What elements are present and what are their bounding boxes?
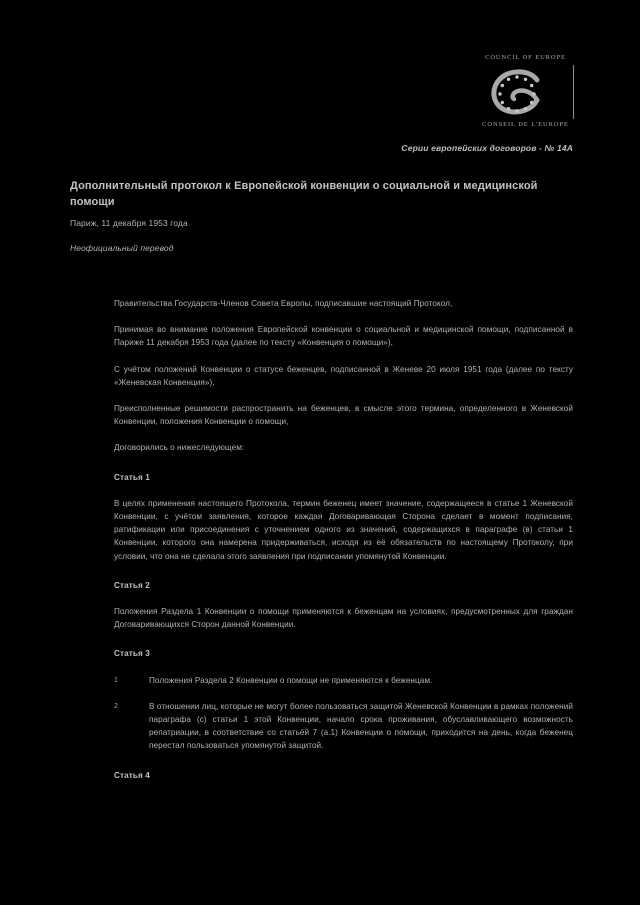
body-paragraph: Принимая во внимание положения Европейской конвенции о социальной и медицинской помощи, подписанной в Париже 11 декабря 1953 года (далее по тексту «Конвенция о помощи»),: [114, 325, 573, 348]
logo-top-label: COUNCIL OF EUROPE: [485, 54, 566, 61]
body-paragraph: Преисполненные решимости распространить на беженцев, в смысле этого термина, определенного в Женевской Конвенции, положения Конвенции о помощи,: [114, 404, 573, 427]
translation-note: Неофициальный перевод: [70, 243, 174, 253]
document-body: [114, 297, 573, 795]
article-heading: Статья 2: [114, 580, 150, 590]
body-paragraph: В целях применения настоящего Протокола, термин беженец имеет значение, содержащееся в статье 1 Женевской Конвенции, с учётом заявления, которое каждая Договаривающая Сторона сделает в момент подписания, ратификации или присоединения с уточнением одного из значений, содержащихся в параграфе (в) статьи 1 Конвенции, которого она намерена придерживаться, исходя из её обязательств по настоящему Протоколу, при условии, что она не сделала этого заявления при подписании упомянутой Конвенции.: [114, 498, 573, 561]
body-paragraph: Положения Раздела 1 Конвенции о помощи применяются к беженцам на условиях, предусмотренных для граждан Договаривающихся Сторон данной Конвенции.: [114, 607, 573, 630]
paragraph-text: Положения Раздела 2 Конвенции о помощи не применяются к беженцам.: [149, 675, 433, 685]
article-heading: Статья 3: [114, 649, 150, 659]
paragraph-text: В отношении лиц, которые не могут более пользоваться защитой Женевской Конвенции в рамках положений параграфа (с) статьи 1 этой Конвенции, начало срока проживания, обуславливающего возможность репатриации, в соответствие со статьёй 7 (а.1) Конвенции о помощи, приходится на день, когда беженец перестал пользоваться упомянутой защитой.: [149, 701, 573, 751]
numbered-paragraph: [114, 674, 573, 687]
council-of-europe-emblem-icon: [485, 66, 557, 118]
paragraph-number: 2: [114, 702, 118, 710]
treaty-series-line: Серии европейских договоров - № 14A: [401, 143, 573, 153]
place-and-date: Париж, 11 декабря 1953 года: [70, 218, 188, 228]
body-paragraph: С учётом положений Конвенции о статусе беженцев, подписанной в Женеве 20 июля 1951 года (далее по тексту «Женевская Конвенция»),: [114, 364, 573, 387]
council-of-europe-logo: [477, 55, 574, 128]
logo-bottom-label: CONSEIL DE L'EUROPE: [482, 120, 569, 128]
body-paragraph: Правительства Государств-Членов Совета Европы, подписавшие настоящий Протокол,: [114, 299, 453, 308]
article-heading: Статья 1: [114, 472, 150, 482]
body-paragraph: Договорились о нижеследующем:: [114, 443, 245, 453]
page-title: Дополнительный протокол к Европейской конвенции о социальной и медицинской помощи: [70, 180, 538, 209]
numbered-paragraph: [114, 700, 573, 753]
article-heading: Статья 4: [114, 770, 150, 780]
paragraph-number: 1: [114, 676, 118, 684]
emblem-frame: [477, 65, 574, 119]
